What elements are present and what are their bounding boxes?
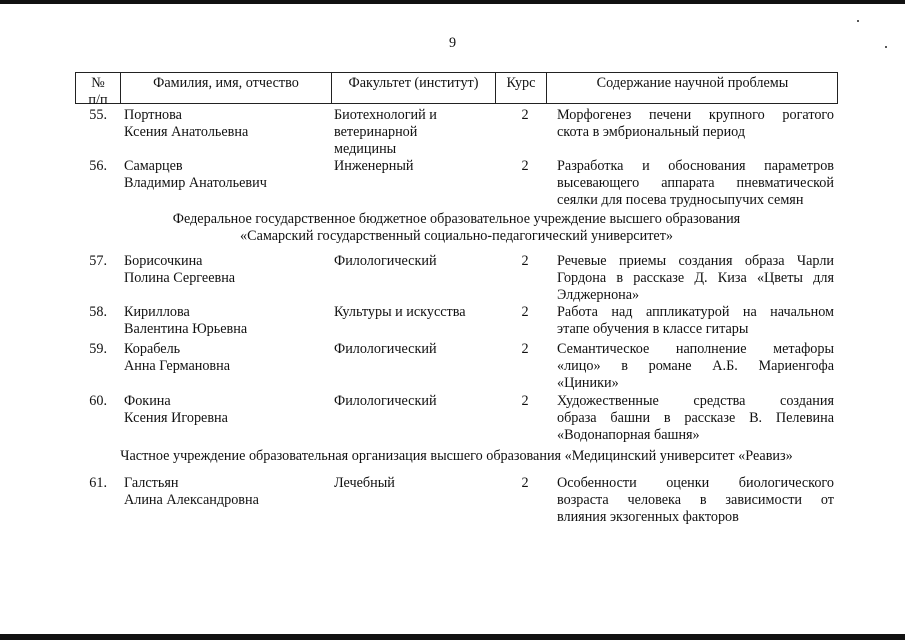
course: 2 (521, 107, 529, 123)
row-number: 60. (89, 393, 107, 409)
course: 2 (521, 393, 529, 409)
research-problem: Разработка и обоснования параметров высевающего аппарата пневматической сеялки для посева трудносыпучих семян (557, 158, 834, 208)
student-name: Кириллова Валентина Юрьевна (124, 304, 248, 337)
header-name: Фамилия, имя, отчество (153, 75, 299, 91)
student-name: Корабель Анна Германовна (124, 341, 231, 374)
row-number: 58. (89, 304, 107, 320)
table-header (75, 72, 838, 108)
faculty: Филологический (334, 341, 437, 357)
faculty: Лечебный (334, 475, 395, 491)
faculty: Культуры и искусства (334, 304, 466, 320)
faculty: Инженерный (334, 158, 414, 174)
research-problem: Особенности оценки биологического возраста человека в зависимости от влияния экзогенных факторов (557, 475, 834, 525)
page-number: 9 (448, 35, 457, 51)
row-number: 57. (89, 253, 107, 269)
row-number: 56. (89, 158, 107, 174)
header-course: Курс (506, 75, 536, 91)
faculty: Биотехнологий и ветеринарной медицины (334, 107, 437, 157)
course: 2 (521, 475, 529, 491)
course: 2 (521, 253, 529, 269)
student-name: Фокина Ксения Игоревна (124, 393, 228, 426)
student-name: Галстьян Алина Александровна (124, 475, 259, 508)
institution-heading: Федеральное государственное бюджетное образовательное учреждение высшего образования «Самарский государственный социально-педагогический университет» (172, 211, 741, 244)
course: 2 (521, 341, 529, 357)
faculty: Филологический (334, 393, 437, 409)
course: 2 (521, 158, 529, 174)
header-problem: Содержание научной проблемы (596, 75, 789, 91)
row-number: 55. (89, 107, 107, 123)
row-number: 59. (89, 341, 107, 357)
student-name: Борисочкина Полина Сергеевна (124, 253, 236, 286)
institution-heading: Частное учреждение образовательная организация высшего образования «Медицинский университет «Реавиз» (120, 448, 793, 464)
research-problem: Художественные средства создания образа башни в рассказе В. Пелевина «Водонапорная башня» (557, 393, 834, 443)
student-name: Самарцев Владимир Анатольевич (124, 158, 267, 191)
research-problem: Речевые приемы создания образа Чарли Гордона в рассказе Д. Киза «Цветы для Элджернона» (557, 253, 834, 303)
row-number: 61. (89, 475, 107, 491)
header-faculty: Факультет (институт) (348, 75, 479, 91)
header-num: № п/п (88, 75, 108, 108)
student-name: Портнова Ксения Анатольевна (124, 107, 249, 140)
faculty: Филологический (334, 253, 437, 269)
research-problem: Работа над аппликатурой на начальном этапе обучения в классе гитары (557, 304, 834, 337)
course: 2 (521, 304, 529, 320)
scan-speck (857, 20, 859, 22)
scan-border-bottom (0, 634, 905, 640)
research-problem: Семантическое наполнение метафоры «лицо» в романе А.Б. Мариенгофа «Циники» (557, 341, 834, 391)
research-problem: Морфогенез печени крупного рогатого скота в эмбриональный период (557, 107, 834, 140)
scan-border-top (0, 0, 905, 4)
